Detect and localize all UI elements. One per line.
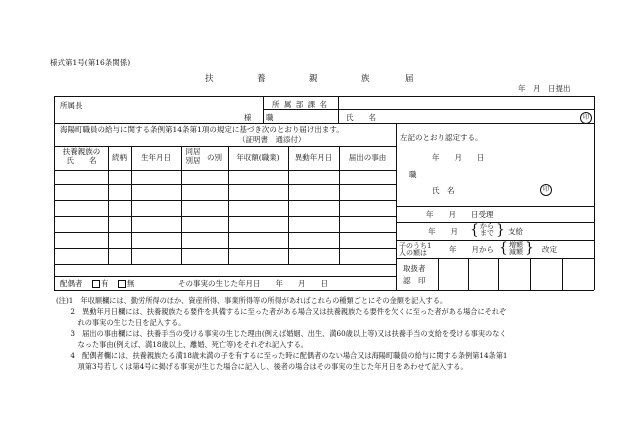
sama: 様 (244, 113, 252, 122)
spouse-no-label: 無 (127, 279, 135, 288)
checkbox-yes[interactable] (92, 280, 100, 288)
brace-right-2: } (525, 240, 534, 256)
spouse-yes-label: 有 (101, 279, 109, 288)
header-reason: 届出の事由 (348, 153, 387, 162)
pay-suffix: 支給 (508, 227, 523, 236)
cert-seal-mark: 印 (540, 184, 552, 196)
increase-label: 増額 (509, 241, 523, 249)
handler-label: 取扱者 (403, 264, 426, 273)
title-char: 族 (361, 74, 370, 84)
received-date: 年 月 日受理 (426, 210, 494, 219)
brace-left-2: { (499, 240, 508, 256)
spouse-event-date: その事実の生じた年月日 年 月 日 (178, 279, 328, 288)
approve-label: 認 印 (403, 276, 426, 285)
cert-heading: 左記のとおり認定する。 (400, 133, 483, 142)
brace-left: { (470, 222, 479, 238)
note-line: れの事実の生じた日を記入する。 (56, 318, 186, 327)
header-birth: 生年月日 (141, 153, 171, 162)
attachment-note: （証明書 通添付） (238, 135, 306, 144)
to-label: まで (480, 229, 494, 237)
note-line: 4 配偶者欄には、扶養親族たる満18歳未満の子を有するに至った時に配偶者のない場合又は海陽町職員の給与に関する条例第14条第1 (56, 351, 508, 360)
from-label: から (480, 222, 494, 230)
position-label: 職 (266, 113, 274, 122)
revised-label: 改定 (542, 245, 557, 254)
inc-dec-stack (507, 242, 525, 256)
addressee: 所属長 (60, 101, 83, 110)
decrease-label: 減額 (509, 248, 523, 256)
cert-date: 年 月 日 (432, 153, 485, 162)
header-dependent-name: 扶養親族の 氏 名 (62, 147, 101, 165)
among-line1: 子のうち1 (399, 242, 432, 250)
from-to-stack (478, 223, 496, 237)
note-line: なった事由(例えば、満18歳以上、離婚、死亡等)をそれぞれ記入する。 (56, 340, 308, 349)
title-char: 養 (257, 74, 266, 84)
note-line: (注)1 年収額欄には、勤労所得のほか、資産所得、事業所得等の所得があればこれらの種類ごとにその金額を記入する。 (56, 296, 448, 305)
header-change-date: 異動年月日 (294, 153, 333, 162)
note-line: 2 異動年月日欄には、扶養親族たる要件を具備するに至った者がある場合又は扶養親族たる要件を欠くに至った者がある場合にそれぞ (56, 307, 507, 316)
header-cohabit: 同居 別居 (185, 147, 201, 165)
seal-mark: 印 (580, 112, 592, 124)
checkbox-no[interactable] (118, 280, 126, 288)
statement: 海陽町職員の給与に関する条例第14条第1項の規定に基づき次のとおり届け出ます。 (60, 125, 344, 134)
cert-name: 氏 名 (432, 186, 455, 195)
among-from: 年 月から (449, 245, 494, 254)
title-char: 届 (405, 74, 414, 84)
submit-date: 年 月 日提出 (518, 84, 571, 93)
note-line: 3 届出の事由欄には、扶養手当の受ける事実の生じた理由(例えば婚姻、出生、満60歳以上等)又は扶養手当の支給を受ける事実のなく (56, 329, 507, 338)
title-char: 扶 (205, 74, 214, 84)
header-category: の別 (207, 153, 222, 162)
name-label: 氏 名 (346, 113, 376, 122)
form-id: 様式第1号(第16条関係) (50, 58, 131, 67)
spouse-yes-option[interactable] (92, 279, 109, 288)
dept-label: 所 属 部 課 名 (272, 100, 329, 109)
spouse-label: 配偶者 (60, 279, 83, 288)
pay-year-month: 年 月 (428, 227, 458, 236)
note-line: 項第3号若しくは第4号に掲げる事実が生じた場合に記入し、後者の場合はその事実の生じた年月日をあわせて記入する。 (56, 362, 468, 371)
among-children (399, 243, 431, 257)
header-income: 年収額(職業) (236, 153, 280, 162)
among-line2: 人の額は (399, 249, 427, 257)
header-relation: 続柄 (112, 153, 127, 162)
brace-right: } (496, 222, 505, 238)
spouse-no-option[interactable] (118, 279, 135, 288)
cert-position: 職 (409, 170, 417, 179)
title-char: 親 (309, 74, 318, 84)
